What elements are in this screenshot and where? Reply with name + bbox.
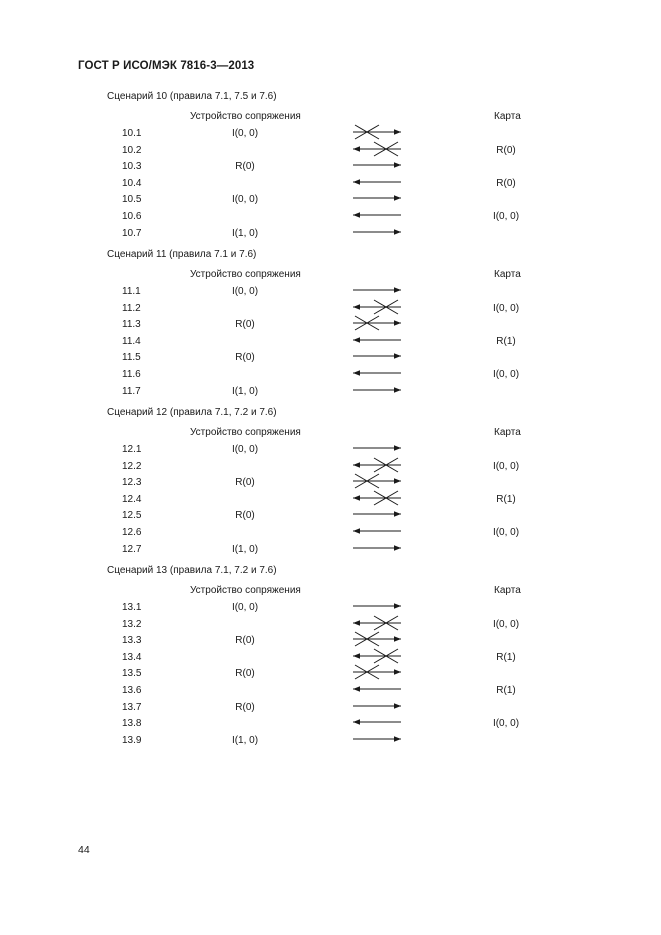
card-block: I(0, 0) — [492, 618, 520, 630]
exchange-row — [0, 619, 661, 635]
device-block: I(1, 0) — [231, 543, 259, 555]
exchange-row — [0, 386, 661, 402]
arrow-head — [353, 653, 360, 659]
device-block: R(0) — [235, 668, 255, 680]
exchange-row — [0, 668, 661, 684]
step-number: 12.2 — [122, 460, 142, 472]
device-block: I(0, 0) — [231, 602, 259, 613]
exchange-row — [0, 702, 661, 718]
scenario-title: Сценарий 13 (правила 7.1, 7.2 и 7.6) — [107, 565, 277, 576]
step-number: 13.3 — [122, 635, 142, 647]
exchange-row — [0, 527, 661, 543]
card-column-header: Карта — [494, 269, 521, 280]
exchange-row — [0, 494, 661, 510]
step-number: 10.1 — [122, 128, 142, 139]
exchange-row — [0, 286, 661, 302]
arrow-head — [394, 387, 401, 393]
arrow-head — [353, 462, 360, 468]
card-block: I(0, 0) — [492, 211, 520, 222]
arrow-head — [394, 736, 401, 742]
card-block: R(1) — [496, 651, 516, 663]
device-column-header: Устройство сопряжения — [190, 269, 301, 280]
arrow-right — [350, 349, 404, 363]
step-number: 10.6 — [122, 211, 142, 222]
step-number: 11.6 — [122, 369, 141, 380]
step-number: 13.9 — [122, 734, 142, 746]
exchange-row — [0, 735, 661, 751]
arrow-head — [353, 179, 360, 185]
exchange-row — [0, 685, 661, 701]
arrow-left — [350, 682, 404, 696]
card-block: R(1) — [496, 685, 516, 696]
step-number: 11.3 — [122, 319, 141, 331]
step-number: 13.1 — [122, 602, 142, 613]
card-block: I(0, 0) — [492, 369, 520, 380]
card-column-header: Карта — [494, 585, 521, 596]
arrow-left-crossed — [350, 616, 404, 630]
step-number: 12.1 — [122, 444, 142, 455]
scenario-title: Сценарий 10 (правила 7.1, 7.5 и 7.6) — [107, 91, 277, 102]
exchange-row — [0, 178, 661, 194]
device-column-header: Устройство сопряжения — [190, 585, 301, 596]
arrow-right — [350, 383, 404, 397]
device-block: I(0, 0) — [231, 194, 259, 206]
arrow-left — [350, 208, 404, 222]
arrow-right — [350, 732, 404, 746]
arrow-head — [394, 636, 401, 642]
card-block: I(0, 0) — [492, 460, 520, 472]
step-number: 12.5 — [122, 510, 142, 522]
exchange-row — [0, 194, 661, 210]
step-number: 12.6 — [122, 527, 142, 538]
scenario-title: Сценарий 12 (правила 7.1, 7.2 и 7.6) — [107, 407, 277, 418]
arrow-head — [353, 337, 360, 343]
arrow-head — [394, 354, 401, 360]
step-number: 13.7 — [122, 701, 142, 713]
step-number: 11.1 — [122, 286, 141, 297]
exchange-row — [0, 161, 661, 177]
device-block: R(0) — [235, 352, 255, 364]
arrow-left-crossed — [350, 300, 404, 314]
arrow-head — [353, 495, 360, 501]
device-block: I(0, 0) — [231, 444, 259, 455]
card-block: I(0, 0) — [492, 527, 520, 538]
scenario-title: Сценарий 11 (правила 7.1 и 7.6) — [107, 249, 257, 260]
step-number: 11.5 — [122, 352, 141, 364]
device-block: R(0) — [235, 635, 255, 647]
arrow-right — [350, 191, 404, 205]
exchange-row — [0, 228, 661, 244]
exchange-row — [0, 369, 661, 385]
arrow-head — [394, 196, 401, 202]
step-number: 11.7 — [122, 385, 141, 397]
step-number: 13.5 — [122, 668, 142, 680]
step-number: 13.6 — [122, 685, 142, 696]
step-number: 12.3 — [122, 477, 142, 489]
device-block: I(0, 0) — [231, 128, 259, 139]
step-number: 12.4 — [122, 493, 142, 505]
arrow-left-crossed — [350, 142, 404, 156]
card-block: I(0, 0) — [492, 302, 520, 314]
arrow-right — [350, 158, 404, 172]
arrow-right — [350, 699, 404, 713]
arrow-head — [394, 129, 401, 135]
step-number: 12.7 — [122, 543, 142, 555]
step-number: 13.8 — [122, 718, 142, 730]
arrow-head — [394, 445, 401, 451]
exchange-row — [0, 352, 661, 368]
arrow-head — [353, 620, 360, 626]
exchange-row — [0, 303, 661, 319]
document-header: ГОСТ Р ИСО/МЭК 7816-3—2013 — [78, 60, 255, 72]
arrow-left — [350, 366, 404, 380]
arrow-head — [394, 670, 401, 676]
exchange-row — [0, 718, 661, 734]
arrow-right — [350, 541, 404, 555]
arrow-left — [350, 175, 404, 189]
device-column-header: Устройство сопряжения — [190, 111, 301, 122]
page-number: 44 — [78, 844, 90, 856]
arrow-head — [353, 146, 360, 152]
step-number: 11.4 — [122, 335, 141, 347]
step-number: 10.2 — [122, 144, 142, 156]
device-block: R(0) — [235, 161, 255, 173]
exchange-row — [0, 336, 661, 352]
step-number: 13.2 — [122, 618, 142, 630]
device-block: R(0) — [235, 319, 255, 331]
arrow-head — [353, 719, 360, 725]
exchange-row — [0, 319, 661, 335]
device-block: R(0) — [235, 510, 255, 522]
arrow-head — [394, 512, 401, 518]
step-number: 11.2 — [122, 302, 141, 314]
arrow-right — [350, 225, 404, 239]
device-block: R(0) — [235, 477, 255, 489]
arrow-head — [394, 287, 401, 293]
exchange-row — [0, 544, 661, 560]
arrow-left-crossed — [350, 458, 404, 472]
arrow-right-crossed — [350, 632, 404, 646]
exchange-row — [0, 477, 661, 493]
arrow-left-crossed — [350, 491, 404, 505]
exchange-row — [0, 444, 661, 460]
arrow-head — [394, 545, 401, 551]
card-block: I(0, 0) — [492, 718, 520, 730]
step-number: 10.3 — [122, 161, 142, 173]
step-number: 10.5 — [122, 194, 142, 206]
arrow-head — [394, 703, 401, 709]
device-block: I(0, 0) — [231, 286, 259, 297]
arrow-right — [350, 599, 404, 613]
device-block: I(1, 0) — [231, 385, 259, 397]
device-block: R(0) — [235, 701, 255, 713]
arrow-head — [394, 603, 401, 609]
arrow-right-crossed — [350, 125, 404, 139]
card-block: R(1) — [496, 335, 516, 347]
card-block: R(0) — [496, 144, 516, 156]
arrow-head — [394, 478, 401, 484]
arrow-left — [350, 715, 404, 729]
device-block: I(1, 0) — [231, 734, 259, 746]
arrow-head — [353, 686, 360, 692]
arrow-right-crossed — [350, 474, 404, 488]
card-block: R(0) — [496, 177, 516, 189]
arrow-right-crossed — [350, 665, 404, 679]
card-column-header: Карта — [494, 427, 521, 438]
arrow-left — [350, 524, 404, 538]
arrow-right — [350, 441, 404, 455]
exchange-row — [0, 635, 661, 651]
arrow-head — [353, 212, 360, 218]
step-number: 10.4 — [122, 177, 142, 189]
exchange-row — [0, 461, 661, 477]
exchange-row — [0, 652, 661, 668]
exchange-row — [0, 510, 661, 526]
card-block: R(1) — [496, 493, 516, 505]
arrow-right — [350, 507, 404, 521]
card-column-header: Карта — [494, 111, 521, 122]
step-number: 10.7 — [122, 227, 142, 239]
exchange-row — [0, 602, 661, 618]
arrow-left — [350, 333, 404, 347]
arrow-left-crossed — [350, 649, 404, 663]
exchange-row — [0, 128, 661, 144]
exchange-row — [0, 145, 661, 161]
arrow-head — [394, 229, 401, 235]
arrow-head — [353, 370, 360, 376]
arrow-head — [394, 162, 401, 168]
step-number: 13.4 — [122, 651, 142, 663]
device-column-header: Устройство сопряжения — [190, 427, 301, 438]
arrow-head — [394, 320, 401, 326]
arrow-head — [353, 304, 360, 310]
arrow-head — [353, 528, 360, 534]
device-block: I(1, 0) — [231, 227, 259, 239]
arrow-right-crossed — [350, 316, 404, 330]
exchange-row — [0, 211, 661, 227]
arrow-right — [350, 283, 404, 297]
